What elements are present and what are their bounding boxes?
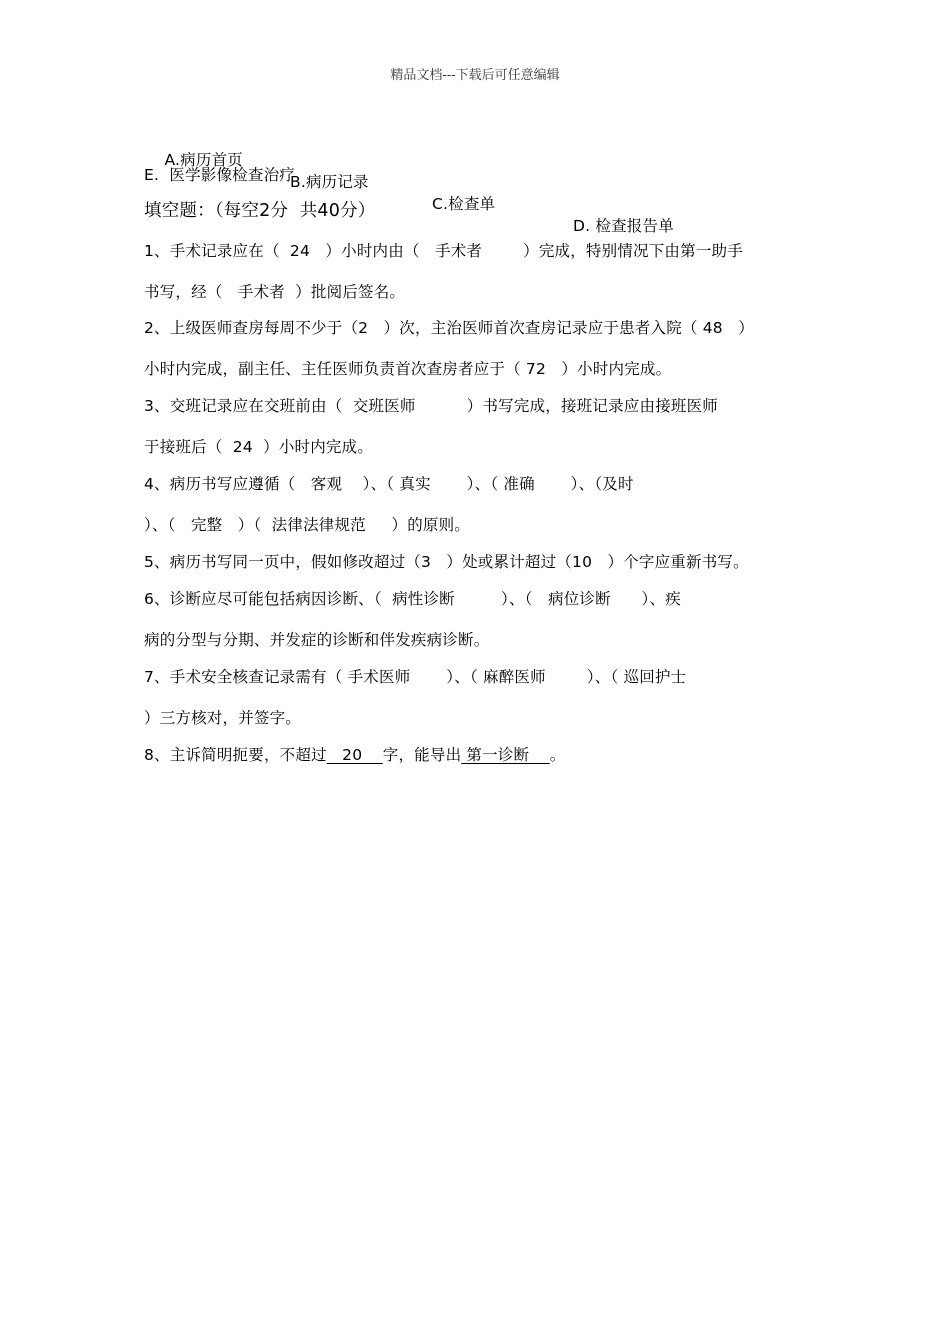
option-c: C.检查单 [432,195,496,213]
option-a: A.病历首页 [164,151,243,169]
option-e: E. 医学影像检查治疗 [144,166,295,184]
q8-middle: 字，能导出 [382,746,462,764]
q3-line2: 于接班后（ 24 ）小时内完成。 [144,438,374,456]
option-d: D. 检查报告单 [573,217,674,235]
q3-line1: 3、交班记录应在交班前由（ 交班医师 ）书写完成，接班记录应由接班医师 [144,397,718,415]
option-b: B.病历记录 [290,173,369,191]
q8-blank-2: 第一诊断 [461,746,550,764]
q6-line2: 病的分型与分期、并发症的诊断和伴发疾病诊断。 [144,631,490,649]
q8-suffix: 。 [549,746,566,764]
q1-line2: 书写，经（ 手术者 ）批阅后签名。 [144,283,406,301]
page-header: 精品文档---下载后可任意编辑 [390,68,560,83]
q8-blank-1: 20 [326,746,383,764]
q4-line2: ）、（ 完整 ）（ 法律法律规范 ）的原则。 [144,516,471,534]
q7-line2: ）三方核对，并签字。 [144,709,302,727]
q2-line2: 小时内完成，副主任、主任医师负责首次查房者应于（ 72 ）小时内完成。 [144,360,672,378]
section-title: 填空题：（每空2分 共40分） [144,201,376,221]
q5-line1: 5、病历书写同一页中，假如修改超过（3 ）处或累计超过（10 ）个字应重新书写。 [144,553,749,571]
q2-line1: 2、上级医师查房每周不少于（2 ）次，主治医师首次查房记录应于患者入院（ 48 ） [144,319,754,337]
q4-line1: 4、病历书写应遵循（ 客观 ）、（ 真实 ）、（ 准确 ）、（及时 [144,475,634,493]
q7-line1: 7、手术安全核查记录需有（ 手术医师 ）、（ 麻醉医师 ）、（ 巡回护士 [144,668,687,686]
q8-line1 [144,744,565,766]
q1-line1: 1、手术记录应在（ 24 ）小时内由（ 手术者 ）完成，特别情况下由第一助手 [144,242,743,260]
q8-prefix: 8、主诉简明扼要，不超过 [144,746,327,764]
q6-line1: 6、诊断应尽可能包括病因诊断、（ 病性诊断 ）、（ 病位诊断 ）、疾 [144,590,681,608]
